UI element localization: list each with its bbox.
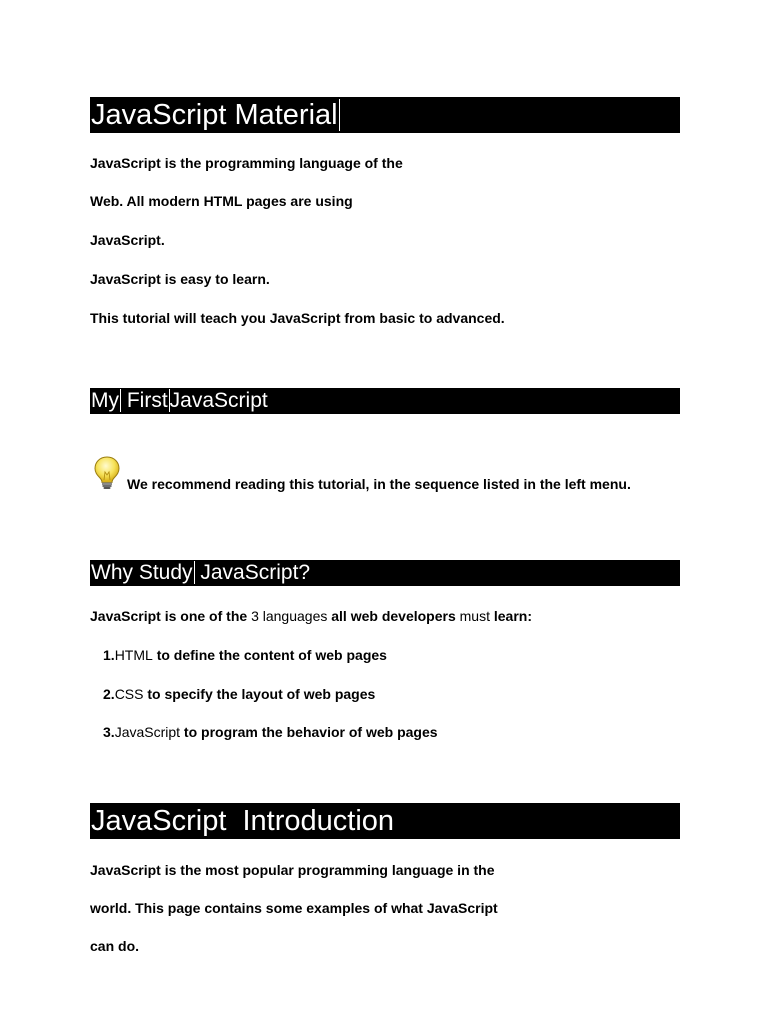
document-title-text: JavaScript Material xyxy=(91,99,338,131)
list-item-term: HTML xyxy=(114,647,153,663)
why-lead-part-3: all web developers xyxy=(327,608,460,624)
section-heading-why-study-javascript xyxy=(90,560,680,586)
introduction-line-3: can do. xyxy=(90,938,140,954)
list-item-desc: to specify the layout of web pages xyxy=(143,686,376,702)
heading-part-first: First xyxy=(126,389,168,412)
heading-part-why-study: Why Study xyxy=(91,561,193,584)
introduction-line-1: JavaScript is the most popular programming language in the xyxy=(90,862,495,878)
list-item xyxy=(103,646,387,664)
document-title xyxy=(90,97,680,133)
introduction-line-2: world. This page contains some examples of what JavaScript xyxy=(90,900,498,916)
why-lead-part-2: 3 languages xyxy=(251,608,328,624)
intro-line-5: This tutorial will teach you JavaScript from basic to advanced. xyxy=(90,310,505,326)
heading-part-javascript: JavaScript xyxy=(169,389,268,412)
intro-line-3: JavaScript. xyxy=(90,232,165,248)
why-lead-part-1: JavaScript is one of the xyxy=(90,608,252,624)
list-item-number: 1. xyxy=(103,647,115,663)
list-item-number: 2. xyxy=(103,686,115,702)
heading-part-javascript-question: JavaScript? xyxy=(194,561,311,584)
heading-part-my: My xyxy=(91,389,119,412)
list-item-desc: to program the behavior of web pages xyxy=(180,724,438,740)
tip-text: We recommend reading this tutorial, in the sequence listed in the left menu. xyxy=(127,476,631,492)
list-item xyxy=(103,723,438,741)
section-heading-javascript-introduction xyxy=(90,803,680,839)
why-lead xyxy=(90,607,532,625)
list-item-term: JavaScript xyxy=(114,724,181,740)
list-item xyxy=(103,685,375,703)
intro-line-4: JavaScript is easy to learn. xyxy=(90,271,270,287)
why-lead-part-5: learn: xyxy=(489,608,532,624)
intro-line-1: JavaScript is the programming language of the xyxy=(90,155,403,171)
why-lead-part-4: must xyxy=(459,608,490,624)
list-item-desc: to define the content of web pages xyxy=(152,647,387,663)
list-item-number: 3. xyxy=(103,724,115,740)
list-item-term: CSS xyxy=(114,686,144,702)
section-heading-introduction-text: JavaScript Introduction xyxy=(91,805,395,837)
intro-line-2: Web. All modern HTML pages are using xyxy=(90,193,353,209)
section-heading-my-first-javascript xyxy=(90,388,680,414)
